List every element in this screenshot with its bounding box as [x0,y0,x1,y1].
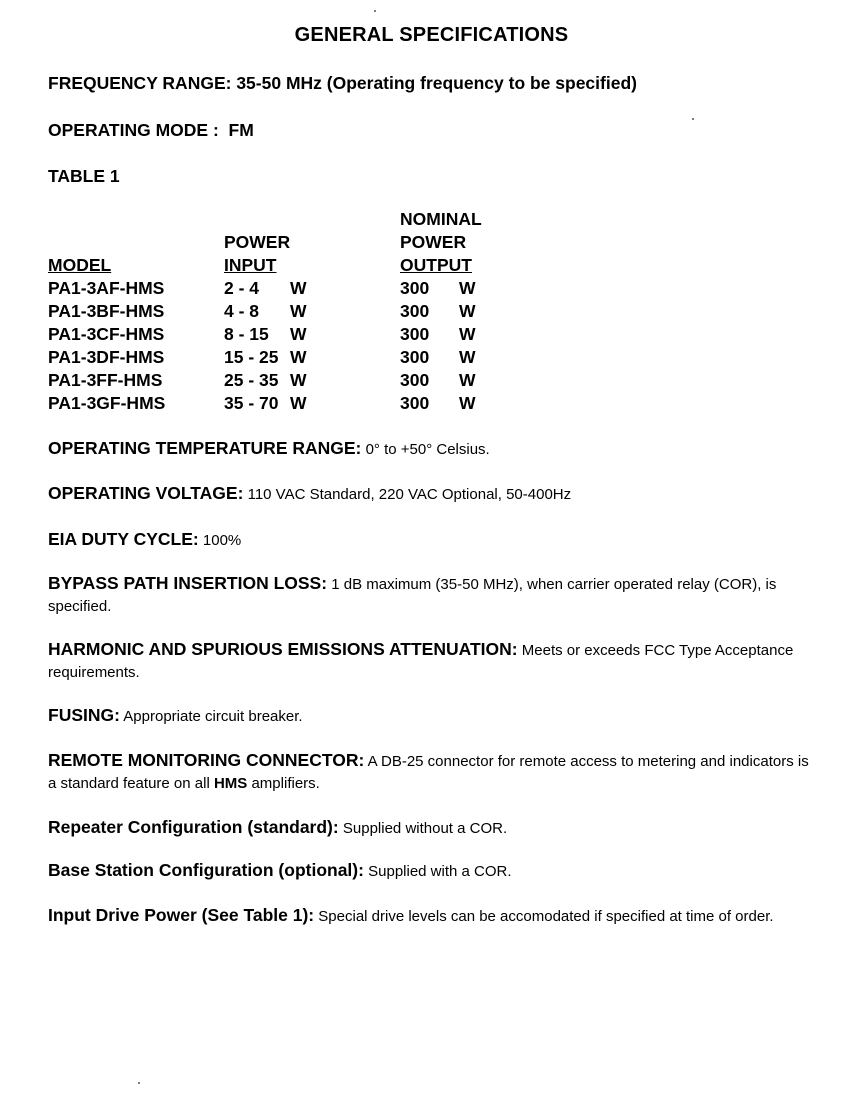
table-row-output: 300 [400,324,430,344]
table-row-model: PA1-3BF-HMS [48,301,165,321]
temperature-value: 0° to +50° Celsius. [365,441,490,458]
table-row-output: 300 [400,347,430,367]
voltage-value: 110 VAC Standard, 220 VAC Optional, 50-400Hz [247,486,572,503]
scan-speck [692,118,694,120]
operating-mode-label: OPERATING MODE : [48,120,219,140]
remote-monitoring-value-end: amplifiers. [251,775,320,792]
table-row-output-unit: W [459,278,476,298]
page-title: GENERAL SPECIFICATIONS [294,24,569,46]
duty-cycle-value: 100% [202,532,242,549]
repeater-label: Repeater Configuration (standard): [48,817,339,837]
operating-mode-line [48,119,828,141]
bypass-loss-value: 1 dB maximum (35-50 MHz), when carrier operated relay (COR), is specified. [48,576,777,615]
table-row-model: PA1-3AF-HMS [48,278,165,298]
table-caption: TABLE 1 [48,166,120,186]
header-nominal: NOMINAL [400,209,482,229]
table-row-output-unit: W [459,301,476,321]
operating-mode-value: FM [228,120,254,140]
input-drive-value: Special drive levels can be accomodated if specified at time of order. [318,908,774,925]
table-row-input: 15 - 25 [224,347,279,367]
table-row-input: 35 - 70 [224,393,279,413]
base-station-label: Base Station Configuration (optional): [48,860,364,880]
temperature-label: OPERATING TEMPERATURE RANGE: [48,438,362,458]
header-model: MODEL [48,255,112,275]
remote-monitoring-paragraph [48,749,818,795]
scan-speck [138,1082,140,1084]
table-row-output-unit: W [459,370,476,390]
table-row-output: 300 [400,278,430,298]
remote-monitoring-value: A DB-25 connector for remote access to metering and indicators is a standard feature on all [48,753,809,792]
fusing-label: FUSING: [48,705,120,725]
table-row-input: 4 - 8 [224,301,260,321]
harmonic-value: Meets or exceeds FCC Type Acceptance requirements. [48,642,794,681]
bypass-loss-paragraph [48,572,818,618]
table-row-input: 25 - 35 [224,370,279,390]
duty-cycle-line [48,528,818,552]
table-row-input-unit: W [290,301,307,321]
header-power-output-top: POWER [400,232,467,252]
voltage-label: OPERATING VOLTAGE: [48,483,244,503]
table-row-output: 300 [400,370,430,390]
repeater-value: Supplied without a COR. [342,820,508,837]
input-drive-paragraph [48,904,818,928]
harmonic-label: HARMONIC AND SPURIOUS EMISSIONS ATTENUATION: [48,639,518,659]
base-station-value: Supplied with a COR. [368,863,512,880]
table-row-output-unit: W [459,393,476,413]
harmonic-paragraph [48,638,818,684]
table-row-model: PA1-3GF-HMS [48,393,166,413]
table-row-input-unit: W [290,347,307,367]
table-row-output-unit: W [459,324,476,344]
input-drive-label: Input Drive Power (See Table 1): [48,905,315,925]
table-row-output: 300 [400,301,430,321]
table-row-input: 8 - 15 [224,324,269,344]
voltage-line [48,482,818,506]
fusing-value: Appropriate circuit breaker. [123,708,303,725]
remote-monitoring-label: REMOTE MONITORING CONNECTOR: [48,750,365,770]
table-row-output: 300 [400,393,430,413]
table-row-input: 2 - 4 [224,278,260,298]
table-row-output-unit: W [459,347,476,367]
temperature-line [48,437,818,461]
remote-monitoring-brand: HMS [213,775,248,792]
fusing-line [48,704,818,728]
table-row-model: PA1-3CF-HMS [48,324,165,344]
scan-speck [374,10,376,12]
table-row-input-unit: W [290,278,307,298]
header-input: INPUT [224,255,277,275]
repeater-line [48,816,818,840]
header-output: OUTPUT [400,255,472,275]
table-row-input-unit: W [290,370,307,390]
base-station-line [48,859,818,883]
table-row-model: PA1-3FF-HMS [48,370,163,390]
frequency-range-line [48,72,828,94]
frequency-range-value: 35-50 MHz (Operating frequency to be specified) [236,73,637,93]
frequency-range-label: FREQUENCY RANGE: [48,73,232,93]
header-power-input-top: POWER [224,232,291,252]
bypass-loss-label: BYPASS PATH INSERTION LOSS: [48,573,328,593]
table-row-model: PA1-3DF-HMS [48,347,165,367]
table-row-input-unit: W [290,393,307,413]
duty-cycle-label: EIA DUTY CYCLE: [48,529,199,549]
table-row-input-unit: W [290,324,307,344]
